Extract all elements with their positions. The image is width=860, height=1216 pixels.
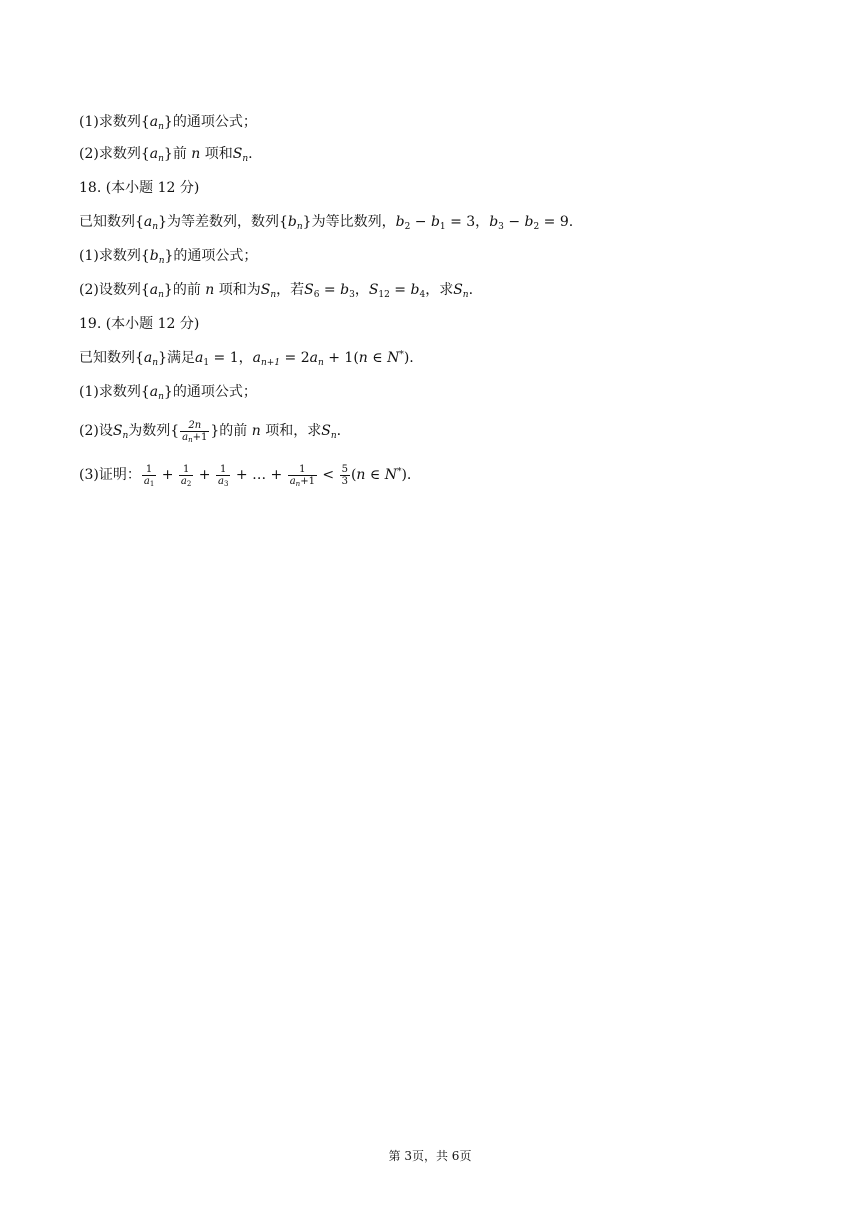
text: }前 bbox=[163, 146, 192, 162]
text: + 1( bbox=[323, 350, 359, 366]
question-19-heading: 19. (本小题 12 分) bbox=[79, 316, 200, 332]
math-sub: n bbox=[295, 479, 301, 488]
text: }的通项公式； bbox=[163, 114, 257, 130]
math-sub: n bbox=[270, 290, 277, 300]
math-var: a bbox=[309, 350, 318, 366]
math-var: a bbox=[180, 475, 187, 487]
text: . bbox=[248, 146, 253, 162]
question-17-part-2 bbox=[79, 144, 253, 164]
math-op: = 1， bbox=[209, 350, 253, 366]
math-sub: n bbox=[296, 222, 303, 232]
math-op: ∈ bbox=[365, 467, 385, 483]
math-var: n bbox=[191, 146, 201, 162]
math-var: a bbox=[182, 431, 189, 443]
math-var: a bbox=[149, 384, 159, 400]
math-sub: 3 bbox=[498, 222, 504, 232]
math-var: S bbox=[321, 423, 331, 439]
math-var: n bbox=[251, 423, 261, 439]
fraction-denominator bbox=[179, 476, 193, 487]
fraction-denominator bbox=[288, 476, 317, 487]
math-sub: 6 bbox=[313, 290, 320, 300]
text: . bbox=[468, 282, 474, 298]
fraction-numerator: 1 bbox=[179, 464, 193, 476]
math-sub: 3 bbox=[349, 290, 355, 300]
text: ). bbox=[401, 467, 412, 483]
math-sub: n bbox=[188, 435, 193, 444]
fraction-denominator bbox=[216, 476, 230, 487]
math-op: = 3， bbox=[445, 214, 490, 230]
fraction-denominator bbox=[142, 476, 156, 487]
math-sub: 2 bbox=[186, 479, 192, 488]
math-var: b bbox=[489, 214, 499, 230]
question-19-part-1 bbox=[79, 382, 257, 402]
math-sub: n bbox=[242, 154, 249, 164]
math-sub: 3 bbox=[223, 479, 229, 488]
math-var: S bbox=[112, 423, 123, 439]
text: . bbox=[336, 423, 342, 439]
math-op: = bbox=[319, 282, 341, 298]
math-var: S bbox=[453, 282, 463, 298]
fraction-numerator: 1 bbox=[288, 464, 317, 476]
text: }为等差数列，数列{ bbox=[158, 214, 288, 230]
math-op: < bbox=[317, 467, 339, 483]
math-var: a bbox=[149, 146, 159, 162]
math-sub: n bbox=[158, 256, 165, 266]
text: 项和 bbox=[200, 146, 233, 162]
math-var: S bbox=[232, 146, 243, 162]
math-op: + … + bbox=[231, 467, 287, 483]
math-sub: n bbox=[158, 122, 164, 132]
text: (2)设数列{ bbox=[79, 282, 150, 298]
text: 已知数列{ bbox=[79, 350, 144, 366]
math-var: N bbox=[384, 467, 397, 483]
math-var: b bbox=[340, 282, 350, 298]
question-18-stem bbox=[79, 212, 573, 232]
text: }的通项公式； bbox=[163, 384, 257, 400]
fraction-denominator: 3 bbox=[341, 475, 348, 487]
fraction bbox=[180, 420, 209, 443]
question-19-part-3 bbox=[79, 462, 411, 488]
math-sub: n bbox=[317, 358, 324, 368]
math-sub: n bbox=[462, 290, 469, 300]
fraction-numerator: 1 bbox=[216, 464, 230, 476]
text: (1)求数列{ bbox=[79, 248, 150, 264]
question-19-stem bbox=[79, 348, 414, 368]
math-var: b bbox=[149, 248, 159, 264]
question-18-part-1 bbox=[79, 246, 257, 266]
fraction-numerator: 5 bbox=[341, 463, 348, 475]
math-var: n bbox=[358, 350, 368, 366]
math-sub: n+1 bbox=[261, 358, 281, 368]
math-var: a bbox=[149, 282, 159, 298]
math-op: = 9. bbox=[539, 214, 574, 230]
math-var: S bbox=[260, 282, 271, 298]
math-sup: * bbox=[399, 350, 404, 360]
fraction-numerator: 1 bbox=[142, 464, 156, 476]
math-op: ∈ bbox=[367, 350, 388, 366]
text: (1)求数列{ bbox=[79, 384, 150, 400]
fraction bbox=[340, 464, 350, 487]
math-var: n bbox=[356, 467, 366, 483]
text: 项和，求 bbox=[260, 423, 322, 439]
math-op: = 2 bbox=[280, 350, 310, 366]
math-sub: n bbox=[152, 222, 159, 232]
math-sub: n bbox=[122, 431, 129, 441]
math-sub: 1 bbox=[203, 358, 210, 368]
math-op: +1 bbox=[192, 431, 208, 443]
math-var: n bbox=[205, 282, 215, 298]
question-19-part-2 bbox=[79, 418, 341, 444]
math-var: a bbox=[143, 475, 150, 487]
question-18-part-2 bbox=[79, 280, 473, 300]
math-op: +1 bbox=[300, 475, 315, 487]
math-var: b bbox=[430, 214, 440, 230]
math-sub: 2 bbox=[404, 222, 411, 232]
math-sub: n bbox=[158, 154, 164, 164]
math-sup: * bbox=[396, 467, 402, 477]
text: ， bbox=[354, 282, 369, 298]
math-var: a bbox=[143, 350, 153, 366]
question-17-part-1 bbox=[79, 112, 257, 132]
fraction bbox=[142, 464, 156, 487]
fraction bbox=[216, 464, 230, 487]
math-var: b bbox=[524, 214, 534, 230]
fraction-denominator bbox=[180, 432, 209, 443]
math-var: b bbox=[410, 282, 420, 298]
text: 已知数列{ bbox=[79, 214, 144, 230]
text: }的前 bbox=[210, 423, 252, 439]
fraction-numerator: 2n bbox=[180, 420, 209, 432]
math-sub: 12 bbox=[378, 290, 390, 300]
math-sub: 2 bbox=[533, 222, 540, 232]
math-op: − bbox=[410, 214, 431, 230]
text: 项和为 bbox=[214, 282, 261, 298]
math-op: + bbox=[157, 467, 178, 483]
fraction bbox=[288, 464, 317, 487]
text: (1)求数列{ bbox=[79, 114, 150, 130]
text: (2)设 bbox=[79, 423, 113, 439]
math-var: a bbox=[195, 350, 204, 366]
text: ( bbox=[350, 467, 357, 483]
math-sub: n bbox=[330, 431, 337, 441]
math-var: a bbox=[149, 114, 159, 130]
text: ). bbox=[403, 350, 414, 366]
math-op: = bbox=[389, 282, 411, 298]
math-sub: 1 bbox=[439, 222, 446, 232]
text: ，求 bbox=[425, 282, 454, 298]
math-var: S bbox=[368, 282, 379, 298]
page-number-footer: 第 3页，共 6页 bbox=[388, 1149, 472, 1163]
math-op: + bbox=[194, 467, 215, 483]
fraction bbox=[179, 464, 193, 487]
text: ，若 bbox=[276, 282, 305, 298]
text: }满足 bbox=[158, 350, 195, 366]
text: }的前 bbox=[163, 282, 206, 298]
math-op: − bbox=[503, 214, 525, 230]
question-18-heading: 18. (本小题 12 分) bbox=[79, 180, 200, 196]
math-var: b bbox=[395, 214, 405, 230]
math-var: a bbox=[143, 214, 153, 230]
text: (2)求数列{ bbox=[79, 146, 150, 162]
math-var: N bbox=[387, 350, 400, 366]
math-sub: 4 bbox=[419, 290, 426, 300]
math-var: a bbox=[218, 475, 224, 487]
text: }为等比数列， bbox=[302, 214, 396, 230]
math-var: S bbox=[304, 282, 314, 298]
math-var: a bbox=[289, 475, 296, 487]
math-sub: 1 bbox=[149, 479, 155, 488]
math-var: a bbox=[252, 350, 261, 366]
text: }的通项公式； bbox=[164, 248, 258, 264]
math-sub: n bbox=[158, 392, 164, 402]
math-var: b bbox=[287, 214, 297, 230]
math-sub: n bbox=[158, 290, 164, 300]
text: 为数列{ bbox=[128, 423, 180, 439]
text: (3)证明： bbox=[79, 467, 141, 483]
math-sub: n bbox=[152, 358, 159, 368]
